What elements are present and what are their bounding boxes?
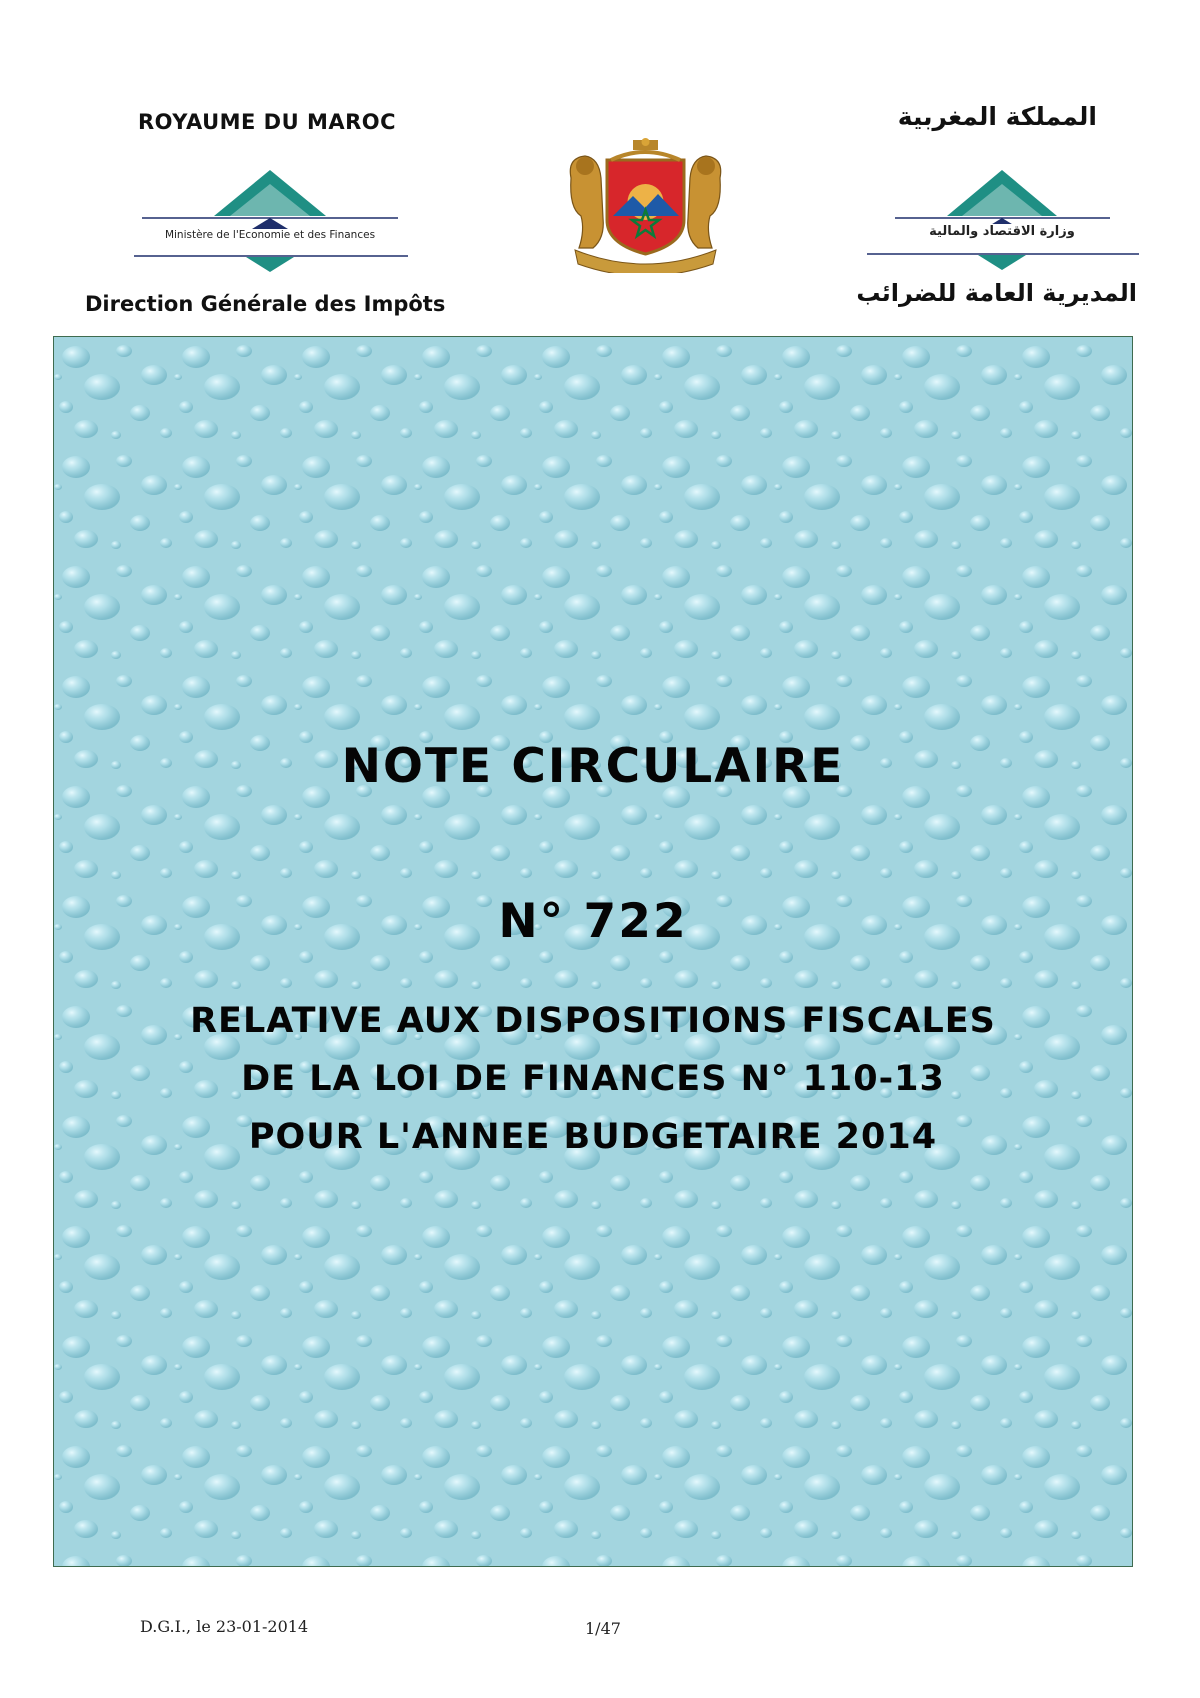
subject-line: POUR L'ANNEE BUDGETAIRE 2014 bbox=[248, 1117, 938, 1157]
footer-date: D.G.I., le 23-01-2014 bbox=[140, 1617, 309, 1636]
cover-panel bbox=[53, 336, 1133, 1567]
subject-line: DE LA LOI DE FINANCES N° 110-13 bbox=[241, 1059, 945, 1099]
document-subject bbox=[54, 992, 1132, 1166]
circular-number: N° 722 bbox=[498, 894, 688, 949]
country-name-french: ROYAUME DU MAROC bbox=[138, 110, 397, 134]
ministry-caption-french: Ministère de l'Economie et des Finances bbox=[152, 229, 388, 241]
document-type-title: NOTE CIRCULAIRE bbox=[341, 739, 845, 794]
ministry-logo-french bbox=[130, 166, 410, 272]
country-name-arabic: المملكة المغربية bbox=[897, 102, 1097, 131]
ministry-emblem-icon bbox=[865, 166, 1140, 272]
water-drops-background bbox=[54, 337, 1132, 1566]
directorate-name-arabic: المديرية العامة للضرائب bbox=[856, 279, 1137, 307]
ministry-logo-arabic bbox=[865, 166, 1140, 272]
page-number: 1/47 bbox=[585, 1619, 621, 1638]
coat-of-arms-icon bbox=[563, 138, 728, 273]
ministry-emblem-icon bbox=[130, 166, 410, 272]
ministry-caption-arabic: وزارة الاقتصاد والمالية bbox=[895, 224, 1109, 239]
subject-line: RELATIVE AUX DISPOSITIONS FISCALES bbox=[190, 1001, 996, 1041]
directorate-name-french: Direction Générale des Impôts bbox=[85, 292, 446, 316]
